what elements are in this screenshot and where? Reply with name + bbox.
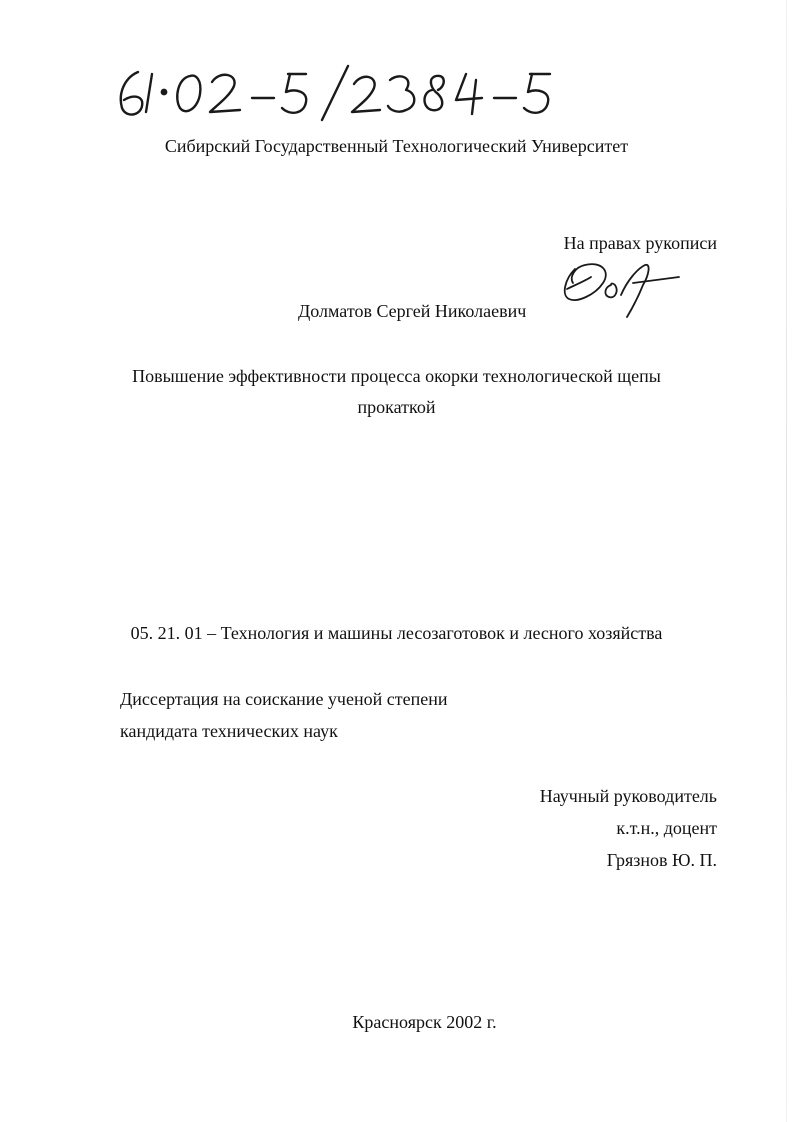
handwritten-archive-code [110,62,570,126]
dissertation-type-line1: Диссертация на соискание ученой степени [120,689,448,709]
manuscript-rights: На правах рукописи [563,233,717,253]
scan-edge [786,0,787,1122]
author-name: Долматов Сергей Николаевич [298,301,527,321]
university-name: Сибирский Государственный Технологический Университет [164,136,629,156]
specialty-code: 05. 21. 01 – Технология и машины лесозаготовок и лесного хозяйства [130,623,663,643]
dissertation-type-line2: кандидата технических наук [120,721,338,741]
signature [555,255,685,321]
dissertation-title-line1: Повышение эффективности процесса окорки технологической щепы [132,366,661,386]
archive-code-text: 61·02-5/2384-5 [110,62,117,63]
supervisor-degree: к.т.н., доцент [616,818,717,838]
supervisor-label: Научный руководитель [539,786,717,806]
supervisor-name: Грязнов Ю. П. [606,850,717,870]
dissertation-title-line2: прокаткой [357,397,436,417]
city-year: Красноярск 2002 г. [352,1012,497,1032]
